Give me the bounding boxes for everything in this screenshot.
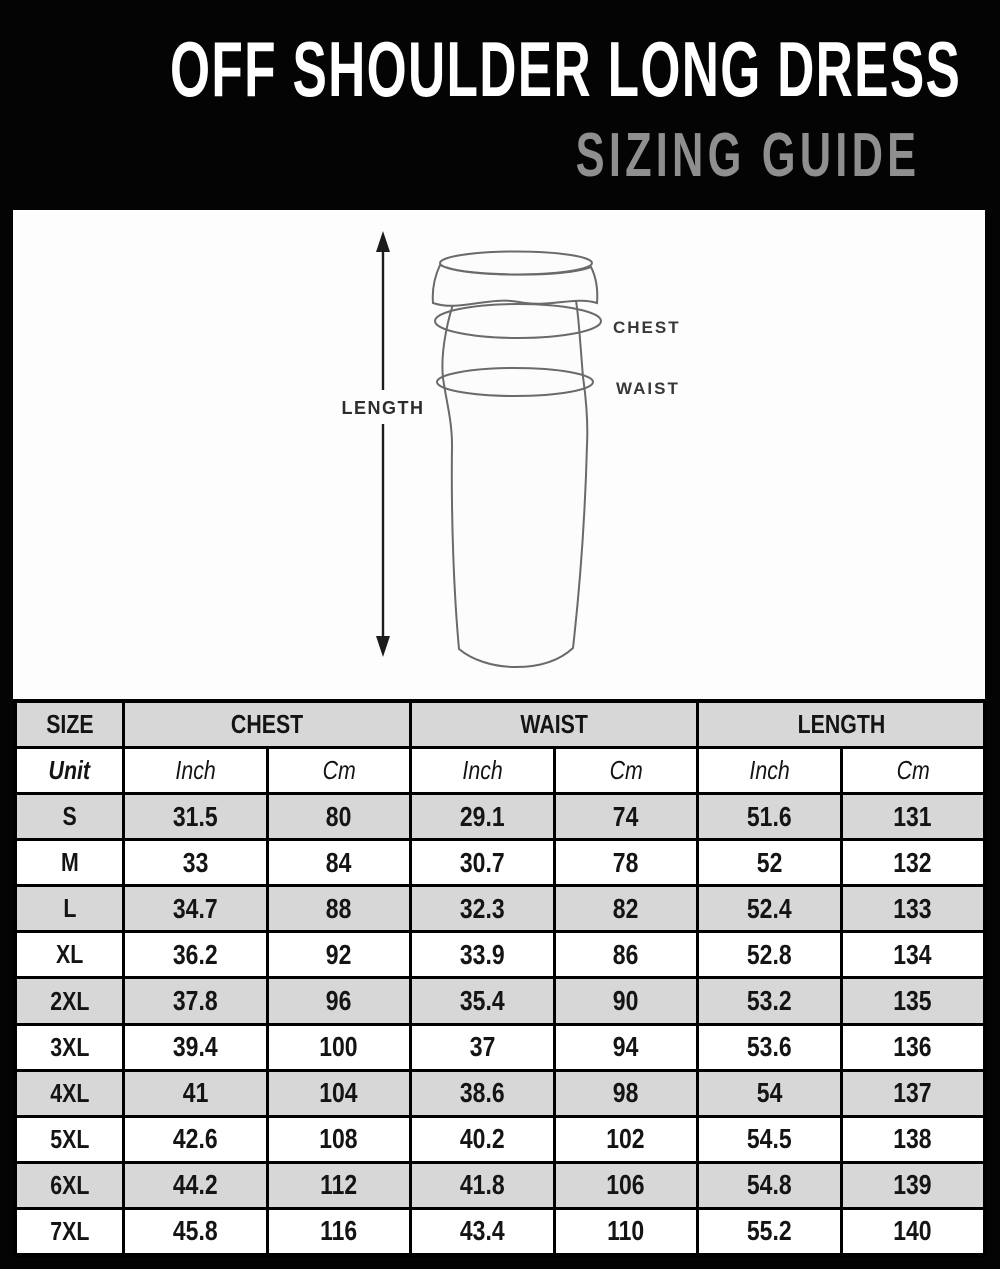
length-label: LENGTH <box>341 398 425 418</box>
measurement-value: 84 <box>269 841 410 884</box>
measurement-value: 74 <box>556 795 697 838</box>
measurement-value: 39.4 <box>125 1026 266 1069</box>
measurement-value: 140 <box>843 1210 984 1253</box>
measurement-value: 35.4 <box>412 979 553 1022</box>
measurement-value: 78 <box>556 841 697 884</box>
size-label-5xl: 5XL <box>17 1118 122 1161</box>
measurement-value: 106 <box>556 1164 697 1207</box>
measurement-value: 92 <box>269 933 410 976</box>
measurement-value: 43.4 <box>412 1210 553 1253</box>
measurement-value: 104 <box>269 1072 410 1115</box>
column-header-size: SIZE <box>17 703 122 746</box>
unit-cell: Inch <box>412 749 553 792</box>
size-table <box>13 699 987 1257</box>
measurement-value: 29.1 <box>412 795 553 838</box>
measurement-value: 112 <box>269 1164 410 1207</box>
measurement-value: 131 <box>843 795 984 838</box>
measurement-value: 42.6 <box>125 1118 266 1161</box>
measurement-value: 55.2 <box>699 1210 840 1253</box>
unit-cell: Cm <box>556 749 697 792</box>
measurement-value: 82 <box>556 887 697 930</box>
measurement-value: 54.5 <box>699 1118 840 1161</box>
unit-cell: Inch <box>125 749 266 792</box>
measurement-value: 86 <box>556 933 697 976</box>
unit-cell: Inch <box>699 749 840 792</box>
size-label-3xl: 3XL <box>17 1026 122 1069</box>
measurement-value: 108 <box>269 1118 410 1161</box>
measurement-value: 53.6 <box>699 1026 840 1069</box>
measurement-value: 135 <box>843 979 984 1022</box>
measurement-value: 116 <box>269 1210 410 1253</box>
measurement-value: 32.3 <box>412 887 553 930</box>
unit-cell: Cm <box>843 749 984 792</box>
measurement-value: 52.4 <box>699 887 840 930</box>
measurement-value: 133 <box>843 887 984 930</box>
unit-row-label: Unit <box>17 749 122 792</box>
measurement-value: 102 <box>556 1118 697 1161</box>
measurement-value: 137 <box>843 1072 984 1115</box>
measurement-value: 52.8 <box>699 933 840 976</box>
column-header-length: LENGTH <box>699 703 983 746</box>
measurement-value: 53.2 <box>699 979 840 1022</box>
size-label-m: M <box>17 841 122 884</box>
measurement-diagram-panel <box>13 210 985 699</box>
measurement-value: 100 <box>269 1026 410 1069</box>
measurement-value: 44.2 <box>125 1164 266 1207</box>
measurement-value: 41.8 <box>412 1164 553 1207</box>
measurement-value: 52 <box>699 841 840 884</box>
measurement-value: 37.8 <box>125 979 266 1022</box>
measurement-value: 51.6 <box>699 795 840 838</box>
measurement-value: 37 <box>412 1026 553 1069</box>
length-arrow <box>376 231 390 657</box>
measurement-value: 54.8 <box>699 1164 840 1207</box>
page-title: OFF SHOULDER LONG DRESS <box>170 25 962 113</box>
measurement-value: 41 <box>125 1072 266 1115</box>
measurement-value: 138 <box>843 1118 984 1161</box>
measurement-value: 94 <box>556 1026 697 1069</box>
size-label-l: L <box>17 887 122 930</box>
measurement-value: 96 <box>269 979 410 1022</box>
measurement-value: 31.5 <box>125 795 266 838</box>
measurement-value: 132 <box>843 841 984 884</box>
size-label-6xl: 6XL <box>17 1164 122 1207</box>
waist-label: WAIST <box>616 379 680 398</box>
page-subtitle: SIZING GUIDE <box>575 121 920 190</box>
measurement-value: 90 <box>556 979 697 1022</box>
measurement-value: 33 <box>125 841 266 884</box>
measurement-value: 139 <box>843 1164 984 1207</box>
unit-cell: Cm <box>269 749 410 792</box>
measurement-value: 45.8 <box>125 1210 266 1253</box>
chest-label: CHEST <box>613 318 681 337</box>
measurement-value: 98 <box>556 1072 697 1115</box>
size-label-2xl: 2XL <box>17 979 122 1022</box>
measurement-value: 88 <box>269 887 410 930</box>
measurement-value: 80 <box>269 795 410 838</box>
measurement-value: 40.2 <box>412 1118 553 1161</box>
dress-body-outline <box>442 296 587 667</box>
measurement-value: 110 <box>556 1210 697 1253</box>
measurement-value: 54 <box>699 1072 840 1115</box>
measurement-value: 34.7 <box>125 887 266 930</box>
header-banner <box>0 0 1000 210</box>
measurement-value: 38.6 <box>412 1072 553 1115</box>
size-label-s: S <box>17 795 122 838</box>
dress-diagram <box>13 210 985 699</box>
measurement-value: 33.9 <box>412 933 553 976</box>
column-header-chest: CHEST <box>125 703 409 746</box>
measurement-value: 36.2 <box>125 933 266 976</box>
size-label-7xl: 7XL <box>17 1210 122 1253</box>
measurement-value: 30.7 <box>412 841 553 884</box>
column-header-waist: WAIST <box>412 703 696 746</box>
size-label-4xl: 4XL <box>17 1072 122 1115</box>
size-label-xl: XL <box>17 933 122 976</box>
measurement-value: 136 <box>843 1026 984 1069</box>
measurement-value: 134 <box>843 933 984 976</box>
